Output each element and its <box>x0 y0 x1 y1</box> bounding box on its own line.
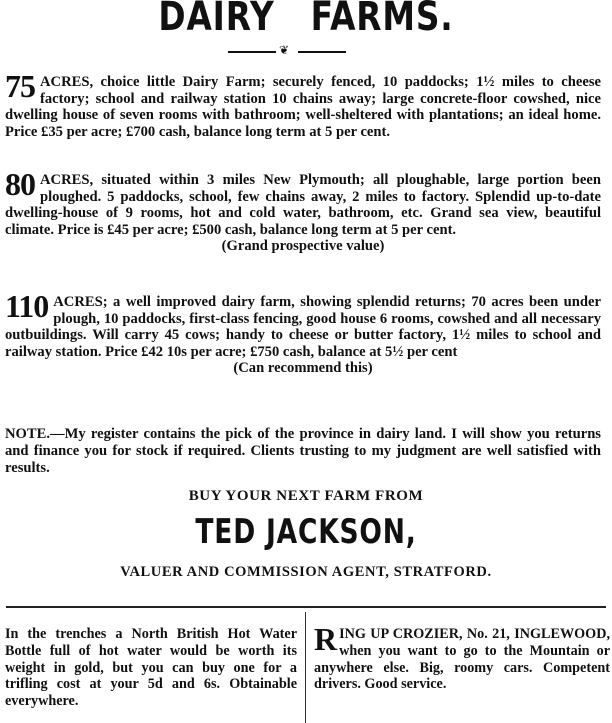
listing-text: ACRES, situated within 3 miles New Plymouth; all ploughable, large portion been ploughed. 5 paddocks, school, few chains away, 2 miles to factory. Splendid up-to-date dwelling-house of 9 rooms, hot and cold water, bathroom, etc. Grand sea view, beautiful climate. Price is £45 per acre; £500 cash, balance long term at 5 per cent. <box>5 172 601 238</box>
drop-cap: R <box>314 621 338 657</box>
crozier-cars-ad <box>314 621 610 693</box>
listing-text: ACRES; a well improved dairy farm, showing splendid returns; 70 acres been under plough, 10 paddocks, first-class fencing, good house 6 rooms, cowshed and all necessary outbuildings. Will carry 45 cows; handy to cheese or butter factory, 1½ miles to school and railway station. Price £42 10s per acre; £750 cash, balance at 5½ per cent <box>5 294 601 360</box>
acreage-number: 75 <box>5 68 35 104</box>
listing-text: ACRES, choice little Dairy Farm; securely fenced, 10 paddocks; 1½ miles to cheese factory; school and railway station 10 chains away; large concrete-floor cowshed, nice dwelling house of seven rooms with bathroom; well-sheltered with plantations; an ideal home. Price £35 per acre; £700 cash, balance long term at 5 per cent. <box>5 74 601 140</box>
listing-80-acres <box>5 166 601 255</box>
listing-tagline: (Can recommend this) <box>233 360 373 376</box>
agent-name: TED JACKSON, <box>195 512 417 552</box>
listing-75-acres <box>5 68 601 140</box>
section-divider <box>6 606 606 608</box>
listing-tagline: (Grand prospective value) <box>221 238 385 254</box>
crozier-ad-text: ING UP CROZIER, No. 21, INGLEWOOD, when you want to go to the Mountain or anywhere else. Big, roomy cars. Competent drivers. Good service. <box>314 626 610 693</box>
hot-water-bottle-ad: In the trenches a North British Hot Water Bottle full of hot water would be worth its weight in gold, but you can buy one for a trifling cost at your 5d and 6s. Obtainable everywhere. <box>5 626 297 710</box>
buy-line: BUY YOUR NEXT FARM FROM <box>188 488 424 504</box>
ornament-icon: ❦ <box>279 43 290 57</box>
acreage-number: 80 <box>5 166 35 202</box>
section-heading <box>55 0 557 40</box>
agent-title: VALUER AND COMMISSION AGENT, STRATFORD. <box>120 564 492 580</box>
register-note: NOTE.—My register contains the pick of the province in dairy land. I will show you returns and finance you for stock if required. Clients trusting to my judgment are well satisfied with results. <box>5 426 601 476</box>
column-divider <box>305 612 306 723</box>
acreage-number: 110 <box>5 288 49 324</box>
heading-word-farms: FARMS. <box>310 0 454 40</box>
listing-110-acres <box>5 288 601 377</box>
ornament-divider <box>228 44 346 56</box>
heading-word-dairy: DAIRY <box>158 0 275 40</box>
